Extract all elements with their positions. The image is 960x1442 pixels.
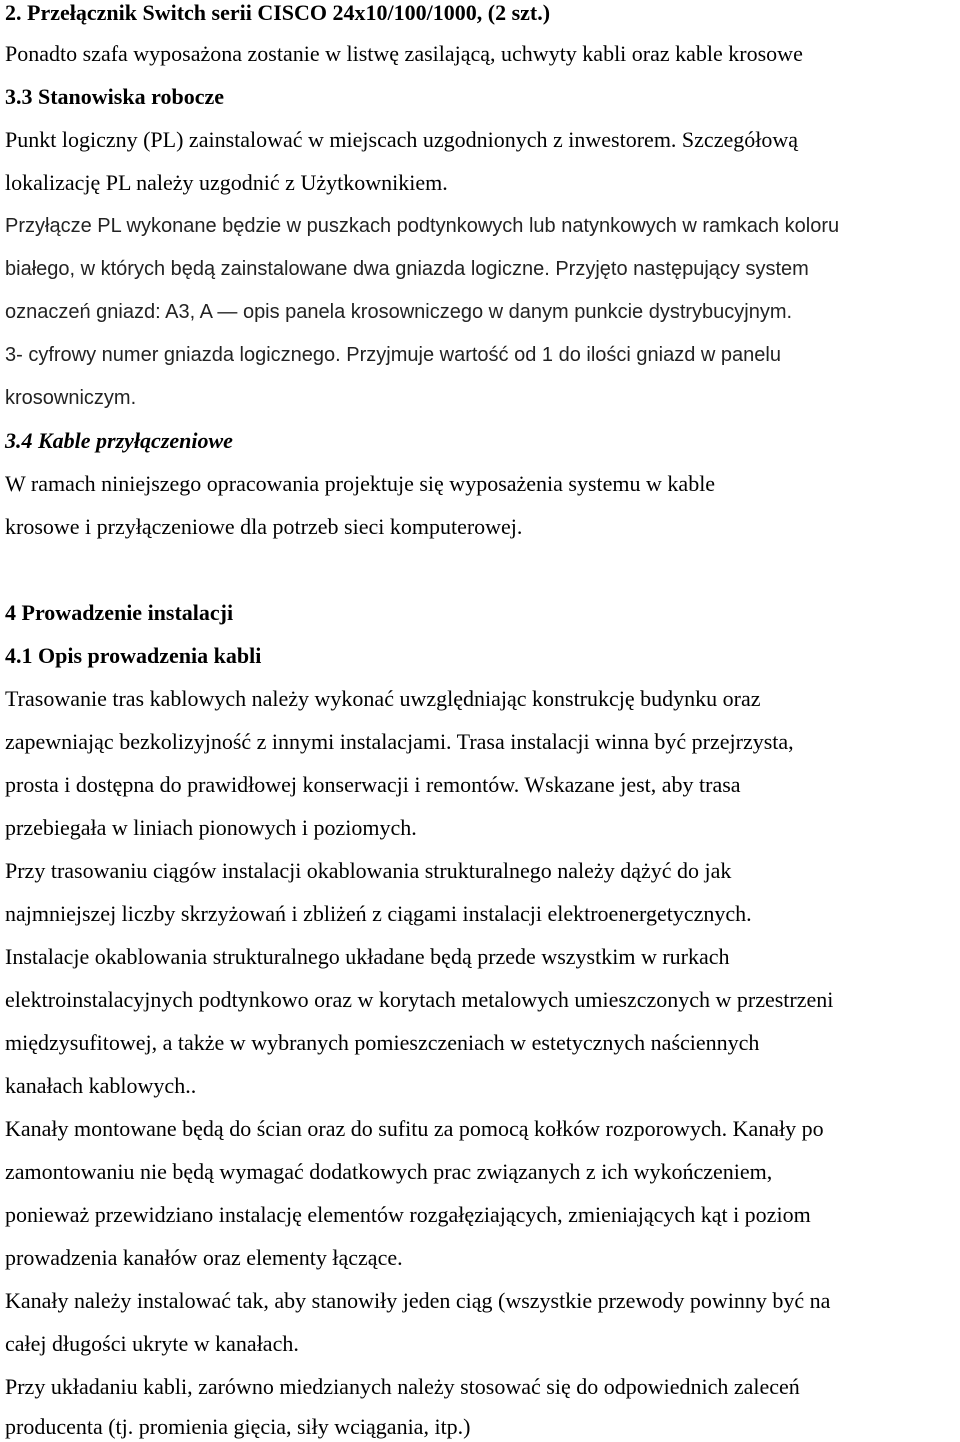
paragraph-line: zapewniając bezkolizyjność z innymi instalacjami. Trasa instalacji winna być przejrzysta, [5, 729, 794, 754]
paragraph-line: Kanały należy instalować tak, aby stanowiły jeden ciąg (wszystkie przewody powinny być na [5, 1288, 831, 1313]
paragraph-line: Trasowanie tras kablowych należy wykonać uwzględniając konstrukcję budynku oraz [5, 686, 761, 711]
paragraph-line: Ponadto szafa wyposażona zostanie w listwę zasilającą, uchwyty kabli oraz kable krosowe [5, 41, 803, 66]
paragraph-line: Instalacje okablowania strukturalnego układane będą przede wszystkim w rurkach [5, 944, 730, 969]
list-item-switch: 2. Przełącznik Switch serii CISCO 24x10/100/1000, (2 szt.) [5, 0, 551, 25]
paragraph-line: kanałach kablowych.. [5, 1073, 197, 1098]
section-heading-4: 4 Prowadzenie instalacji [5, 600, 234, 625]
paragraph-line: całej długości ukryte w kanałach. [5, 1331, 299, 1356]
paragraph-line: Przy trasowaniu ciągów instalacji okablowania strukturalnego należy dążyć do jak [5, 858, 732, 883]
paragraph-line: prowadzenia kanałów oraz elementy łączące. [5, 1245, 403, 1270]
paragraph-line: krosowe i przyłączeniowe dla potrzeb sieci komputerowej. [5, 514, 523, 539]
paragraph-line: elektroinstalacyjnych podtynkowo oraz w korytach metalowych umieszczonych w przestrzeni [5, 987, 834, 1012]
paragraph-line: producenta (tj. promienia gięcia, siły wciągania, itp.) [5, 1414, 471, 1439]
paragraph-line: Kanały montowane będą do ścian oraz do sufitu za pomocą kołków rozporowych. Kanały po [5, 1116, 824, 1141]
paragraph-line: 3- cyfrowy numer gniazda logicznego. Przyjmuje wartość od 1 do ilości gniazd w panelu [5, 344, 781, 366]
section-heading-3-4: 3.4 Kable przyłączeniowe [5, 428, 233, 453]
paragraph-line: oznaczeń gniazd: A3, A — opis panela krosowniczego w danym punkcie dystrybucyjnym. [5, 301, 793, 323]
section-heading-3-3: 3.3 Stanowiska robocze [5, 84, 224, 109]
section-heading-4-1: 4.1 Opis prowadzenia kabli [5, 643, 262, 668]
paragraph-line: białego, w których będą zainstalowane dwa gniazda logiczne. Przyjęto następujący system [5, 258, 809, 280]
paragraph-line: Przy układaniu kabli, zarówno miedzianych należy stosować się do odpowiednich zaleceń [5, 1374, 800, 1399]
paragraph-line: ponieważ przewidziano instalację elementów rozgałęziających, zmieniających kąt i poziom [5, 1202, 811, 1227]
paragraph-line: prosta i dostępna do prawidłowej konserwacji i remontów. Wskazane jest, aby trasa [5, 772, 741, 797]
paragraph-line: najmniejszej liczby skrzyżowań i zbliżeń z ciągami instalacji elektroenergetycznych. [5, 901, 752, 926]
paragraph-line: przebiegała w liniach pionowych i poziomych. [5, 815, 417, 840]
paragraph-line: W ramach niniejszego opracowania projektuje się wyposażenia systemu w kable [5, 471, 716, 496]
paragraph-line: Punkt logiczny (PL) zainstalować w miejscach uzgodnionych z inwestorem. Szczegółową [5, 127, 798, 152]
paragraph-line: Przyłącze PL wykonane będzie w puszkach podtynkowych lub natynkowych w ramkach koloru [5, 215, 840, 237]
paragraph-line: zamontowaniu nie będą wymagać dodatkowych prac związanych z ich wykończeniem, [5, 1159, 773, 1184]
paragraph-line: krosowniczym. [5, 387, 137, 409]
paragraph-line: międzysufitowej, a także w wybranych pomieszczeniach w estetycznych naściennych [5, 1030, 760, 1055]
paragraph-line: lokalizację PL należy uzgodnić z Użytkownikiem. [5, 170, 448, 195]
